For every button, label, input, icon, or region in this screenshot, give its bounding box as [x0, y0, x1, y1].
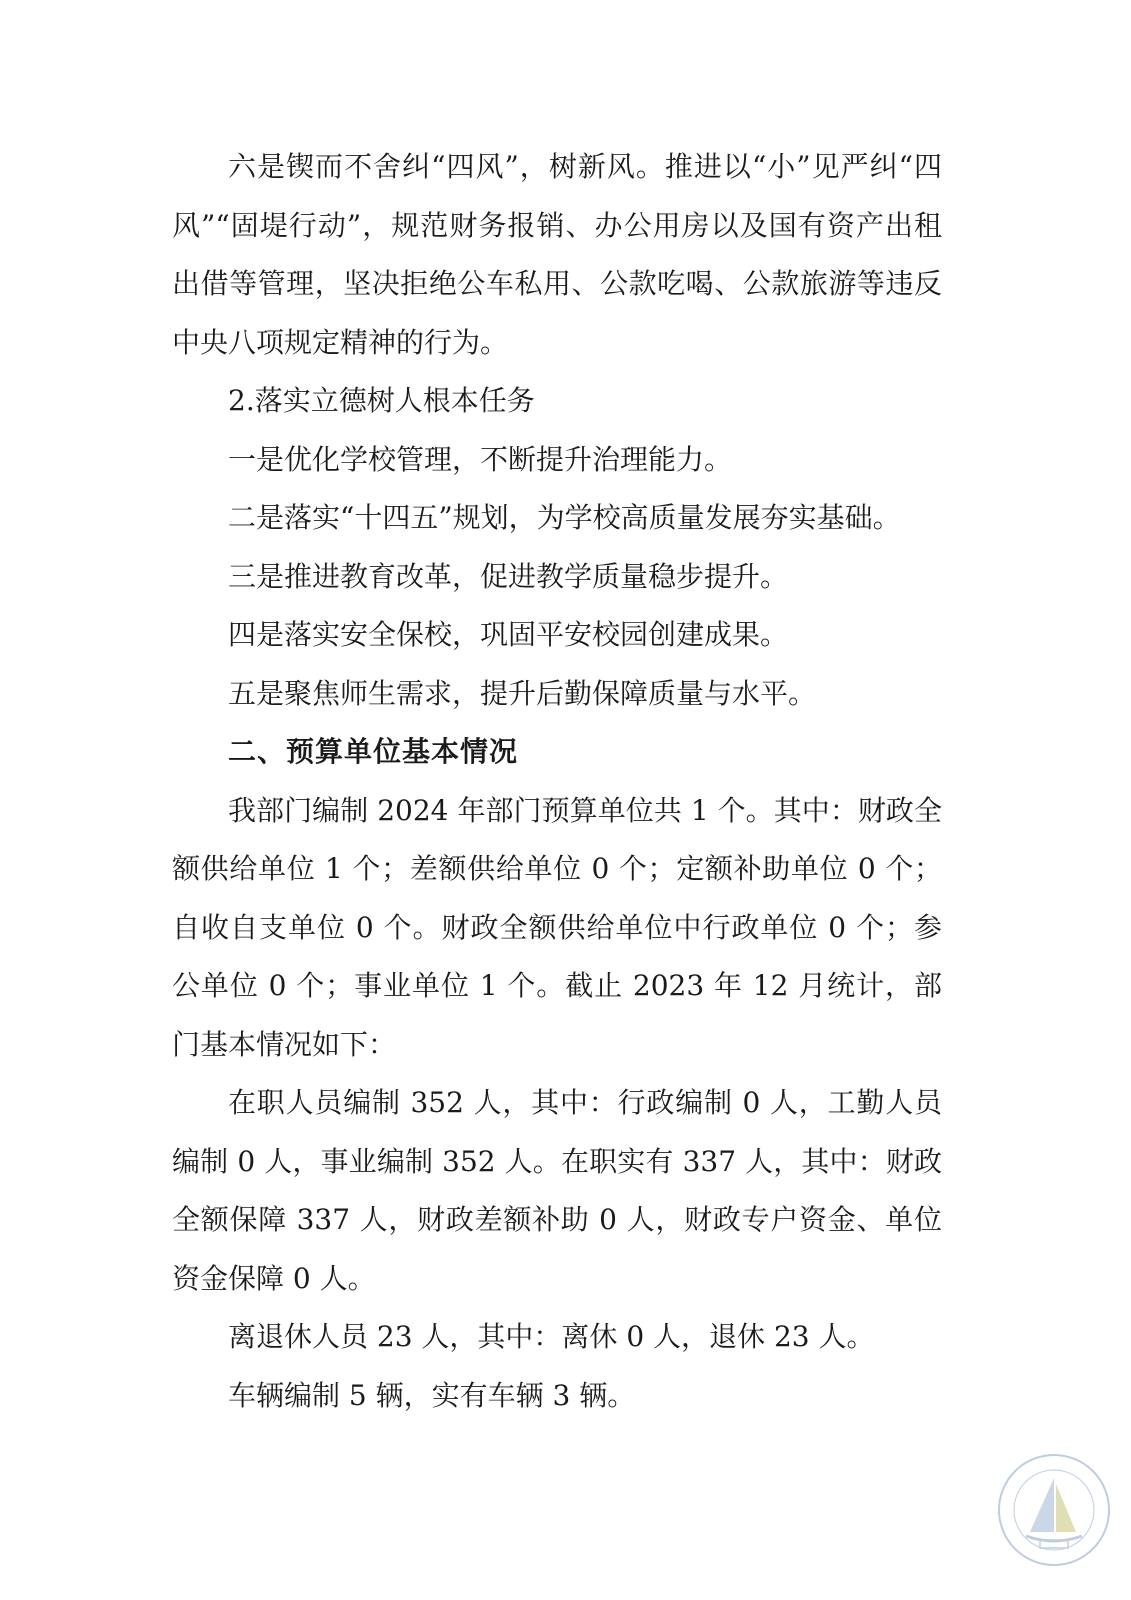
paragraph-item-four: 四是落实安全保校，巩固平安校园创建成果。: [228, 618, 789, 651]
paragraph-vehicles: 车辆编制 5 辆，实有车辆 3 辆。: [228, 1378, 636, 1412]
school-seal-watermark-icon: [996, 1452, 1112, 1568]
paragraph-six-four-winds: 六是锲而不舍纠“四风”，树新风。推进以“小”见严纠“四风”“固堤行动”，规范财务报销、办公用房以及国有资产出租出借等管理，坚决拒绝公车私用、公款吃喝、公款旅游等违反中央八项规定精神的行为。: [172, 150, 942, 359]
paragraph-staffing: 在职人员编制 352 人，其中：行政编制 0 人，工勤人员编制 0 人，事业编制 352 人。在职实有 337 人，其中：财政全额保障 337 人，财政差额补助 0 人，财政专户资金、单位资金保障 0 人。: [172, 1086, 942, 1295]
subheading-moral-education: 2.落实立德树人根本任务: [228, 384, 535, 417]
paragraph-budget-units: 我部门编制 2024 年部门预算单位共 1 个。其中：财政全额供给单位 1 个；差额供给单位 0 个；定额补助单位 0 个；自收自支单位 0 个。财政全额供给单位中行政单位 0 个；参公单位 0 个；事业单位 1 个。截止 2023 年 12 月统计，部门基本情况如下：: [172, 793, 942, 1061]
paragraph-item-three: 三是推进教育改革，促进教学质量稳步提升。: [228, 559, 789, 593]
paragraph-item-five: 五是聚焦师生需求，提升后勤保障质量与水平。: [228, 676, 817, 710]
paragraph-retirees: 离退休人员 23 人，其中：离休 0 人，退休 23 人。: [228, 1320, 875, 1353]
paragraph-item-two: 二是落实“十四五”规划，为学校高质量发展夯实基础。: [228, 501, 901, 534]
paragraph-item-one: 一是优化学校管理，不断提升治理能力。: [228, 442, 733, 476]
section-heading-budget-units: 二、预算单位基本情况: [228, 735, 519, 768]
document-body: [172, 138, 942, 1425]
